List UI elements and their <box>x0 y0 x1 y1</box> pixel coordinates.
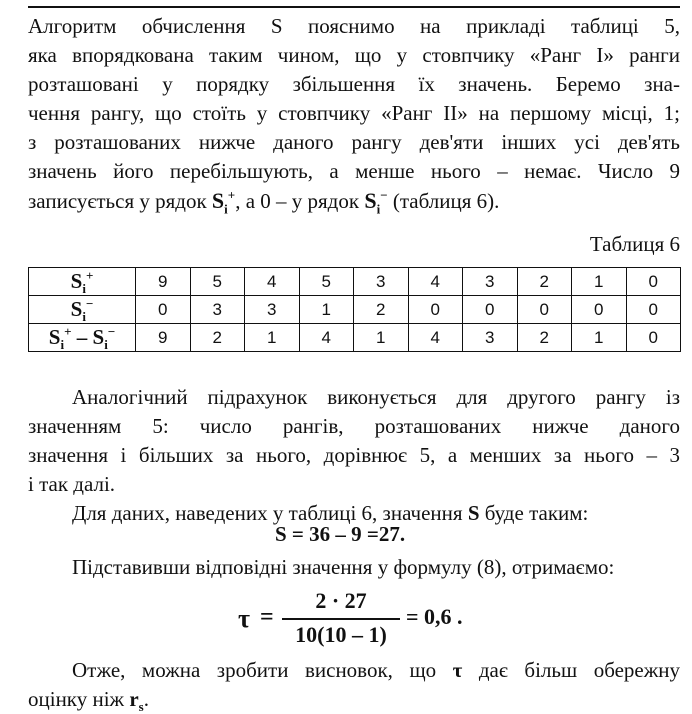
table-cell: 2 <box>190 324 245 352</box>
s-letter: S <box>211 188 225 213</box>
subscript-i: i <box>224 201 228 217</box>
superscript-minus: − <box>107 324 116 339</box>
equation-s: S = 36 – 9 =27. <box>275 522 406 546</box>
text-line: чення рангу, що стоїть у стовпчику «Ранг II» на першому місці, 1; <box>28 101 680 125</box>
text-line: яка впорядкована таким чином, що у стовпчику «Ранг І» ранги <box>28 43 680 67</box>
table-cell: 9 <box>136 324 191 352</box>
table-cell: 0 <box>626 324 681 352</box>
paragraph-substitute <box>28 553 680 582</box>
table-cell: 3 <box>463 268 518 296</box>
text-fragment: (таблиця 6). <box>387 189 500 213</box>
s-letter: S <box>70 269 83 293</box>
table-cell: 0 <box>463 296 518 324</box>
row-header-difference <box>29 324 136 352</box>
table-cell: 4 <box>408 324 463 352</box>
text-line <box>28 656 680 685</box>
table-6 <box>28 267 681 352</box>
superscript-plus: + <box>227 187 236 203</box>
subscript-i: i <box>376 201 381 217</box>
table-cell: 0 <box>517 296 572 324</box>
text-line: Алгоритм обчислення S пояснимо на прикладі таблиці 5, <box>28 14 680 38</box>
text-line: значення і більших за нього, дорівнює 5, а менших за нього – 3 <box>28 443 680 467</box>
table-cell: 3 <box>190 296 245 324</box>
tau-symbol: τ <box>238 604 250 633</box>
s-minus-symbol <box>364 187 388 217</box>
text-fragment: . <box>143 687 149 711</box>
table-cell: 1 <box>299 296 354 324</box>
table-cell: 9 <box>136 268 191 296</box>
table-cell: 4 <box>408 268 463 296</box>
table-cell: 5 <box>190 268 245 296</box>
table-cell: 3 <box>354 268 409 296</box>
s-plus-symbol <box>211 187 236 217</box>
s-letter: S <box>364 188 377 213</box>
table-cell: 2 <box>517 324 572 352</box>
text-line: і так далі. <box>28 472 116 496</box>
table-cell: 3 <box>463 324 518 352</box>
text-fragment: буде таким: <box>479 501 589 525</box>
row-header-s-minus <box>29 296 136 324</box>
table-cell: 0 <box>572 296 627 324</box>
equals-sign: = <box>260 604 274 630</box>
tau-symbol: τ <box>452 658 463 682</box>
text-fragment: Отже, можна зробити висновок, що <box>72 658 453 682</box>
formula-result: = 0,6 . <box>406 604 463 629</box>
table-cell: 2 <box>517 268 572 296</box>
superscript-minus: − <box>85 296 94 311</box>
fraction <box>282 588 400 648</box>
text-line <box>28 186 680 216</box>
row-header-s-plus <box>29 268 136 296</box>
text-fragment: , а 0 – у рядок <box>235 189 365 213</box>
table-cell: 1 <box>245 324 300 352</box>
s-letter: S <box>48 325 61 349</box>
s-letter: S <box>92 325 105 349</box>
subscript-i: i <box>82 309 86 325</box>
table-cell: 1 <box>354 324 409 352</box>
table-cell: 3 <box>245 296 300 324</box>
text-fragment: Для даних, наведених у таблиці 6, значення <box>72 501 468 525</box>
text-line: з розташованих нижче даного рангу дев'яти інших усі дев'ять <box>28 130 680 154</box>
paragraph-algorithm <box>28 12 680 216</box>
table-row-s-plus <box>29 268 681 296</box>
table-cell: 4 <box>245 268 300 296</box>
paragraph-conclusion <box>28 656 680 714</box>
subscript-s: s <box>138 699 144 714</box>
table-cell: 0 <box>626 296 681 324</box>
s-letter: S <box>70 297 83 321</box>
table-row-difference <box>29 324 681 352</box>
subscript-i: i <box>104 337 108 353</box>
r-symbol: r <box>129 687 139 711</box>
text-line: Підставивши відповідні значення у формулу (8), отримаємо: <box>72 555 615 579</box>
dash: – <box>71 325 93 349</box>
top-rule <box>28 6 680 8</box>
superscript-plus: + <box>85 268 94 283</box>
subscript-i: i <box>60 337 65 353</box>
text-fragment: оцінку ніж <box>28 687 130 711</box>
denominator: 10(10 – 1) <box>295 622 387 647</box>
table-cell: 0 <box>408 296 463 324</box>
text-line: розташовані у порядку збільшення їх значень. Беремо зна- <box>28 72 680 96</box>
superscript-minus: − <box>380 187 388 203</box>
table-cell: 1 <box>572 268 627 296</box>
table-cell: 1 <box>572 324 627 352</box>
table-cell: 5 <box>299 268 354 296</box>
text-line <box>28 685 680 714</box>
text-fragment: дає більш обережну <box>462 658 681 682</box>
table-row-s-minus <box>29 296 681 324</box>
fraction-bar <box>282 618 400 620</box>
subscript-i: i <box>82 281 86 297</box>
bold-s: S <box>467 501 480 525</box>
table-cell: 4 <box>299 324 354 352</box>
table-cell: 0 <box>626 268 681 296</box>
text-line: значенням 5: число рангів, розташованих нижче даного <box>28 414 680 438</box>
numerator: 2 · 27 <box>315 588 367 613</box>
text-line: значень його перебільшують, а менше нього – немає. Число 9 <box>28 159 680 183</box>
table-cell: 0 <box>136 296 191 324</box>
text-line: Аналогічний підрахунок виконується для другого рангу із <box>72 385 680 409</box>
table-cell: 2 <box>354 296 409 324</box>
text-fragment: записується у рядок <box>28 189 212 213</box>
superscript-plus: + <box>64 324 72 339</box>
table-caption: Таблиця 6 <box>589 232 680 256</box>
paragraph-analogous <box>28 383 680 499</box>
